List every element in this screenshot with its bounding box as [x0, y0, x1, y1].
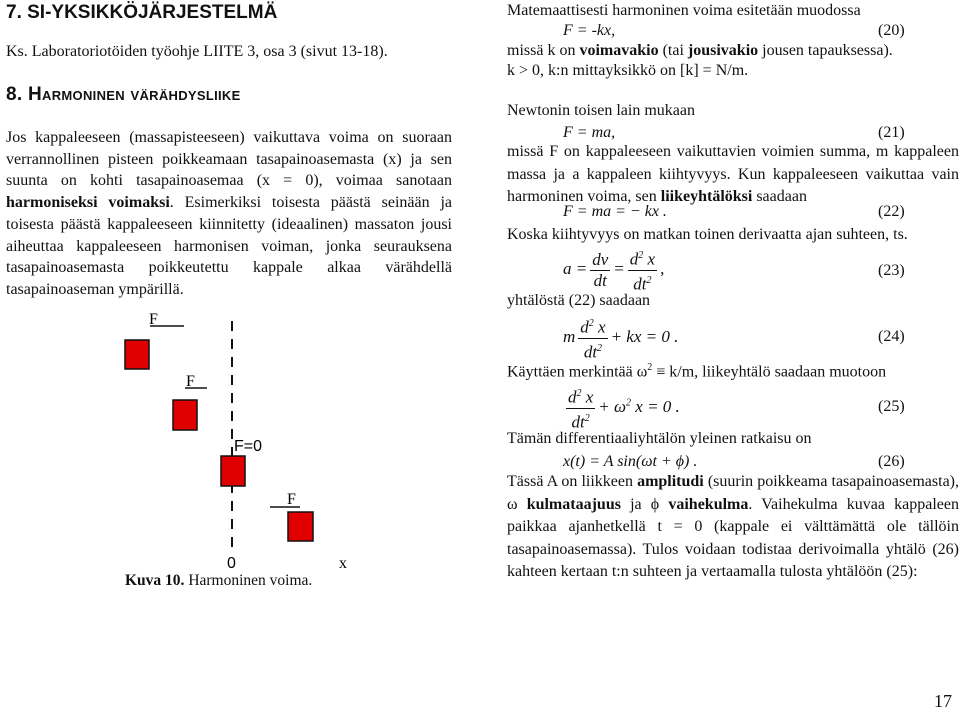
section-heading-harmonic: 8. Harmoninen värähdysliike: [6, 84, 241, 105]
right-p1: Matemaattisesti harmoninen voima esitetään muodossa: [507, 2, 861, 19]
left-paragraph: Jos kappaleeseen (massapisteeseen) vaikuttava voima on suoraan verrannollinen pisteen poikkeamaan tasapainoasemasta (x) ja sen suunta on kohti tasapainoasemaa (x = 0), voimaa sanotaan harmoniseksi voimaksi. Esimerkiksi toisesta päästä seinään ja toisesta päästä kappaleeseen kiinnitetty (ideaalinen) massaton jousi aiheuttaa kappaleeseen harmonisen voiman, jonka seurauksena tasapainoasemasta poikkeutettu kappale alkaa värähdellä tasapainoaseman ympärillä.: [6, 129, 452, 298]
equation-25-number: (25): [878, 398, 905, 415]
force-label-4: F: [287, 491, 296, 508]
right-p6: Koska kiihtyvyys on matkan toinen derivaatta ajan suhteen, ts.: [507, 226, 908, 243]
equation-24-number: (24): [878, 328, 905, 345]
right-p10: Tässä A on liikkeen amplitudi (suurin poikkeama tasapainoasemasta), ω kulmataajuus ja ϕ vaihekulma. Vaihekulma kuvaa kappaleen paikkaa ajanhetkellä t = 0 (kappale ei välttämättä ole tällöin tasapainoasemassa). Tulos voidaan todistaa derivoimalla yhtälö (26) kahteen kertaan t:n suhteen ja vertaamalla tulosta yhtälöön (25):: [507, 473, 960, 581]
right-p3: k > 0, k:n mittayksikkö on [k] = N/m.: [507, 62, 749, 79]
page-number: 17: [934, 691, 952, 711]
figure-caption: Kuva 10. Harmoninen voima.: [125, 572, 313, 589]
equation-20: F = -kx,: [563, 22, 616, 39]
right-p2: missä k on voimavakio (tai jousivakio jousen tapauksessa).: [507, 42, 893, 59]
figure-svg: [120, 306, 360, 586]
right-p7: yhtälöstä (22) saadaan: [507, 292, 651, 309]
equation-24: m $\frac{d^2 x}{dt^2}$ + kx = 0 .: [563, 314, 678, 362]
reference-line: Ks. Laboratoriotöiden työohje LIITE 3, osa 3 (sivut 13-18).: [6, 43, 388, 60]
force-label-2: F: [186, 373, 195, 390]
equation-25: $\frac{d^2 x}{dt^2}$ + $\omega^2$ x = 0 .: [563, 384, 680, 432]
block-2: [173, 400, 197, 430]
force-label-1: F: [149, 311, 158, 328]
origin-label: 0: [227, 555, 236, 572]
force-label-3: F=0: [234, 438, 263, 455]
block-3: [221, 456, 245, 486]
section-heading-si: 7. SI-YKSIKKÖJÄRJESTELMÄ: [6, 2, 278, 23]
block-1: [125, 340, 149, 369]
figure-harmonic-force: [120, 306, 360, 586]
equation-26: x(t) = A sin(ωt + ϕ) .: [563, 453, 698, 470]
right-p8: Käyttäen merkintää $\omega^2 \equiv k/m$, liikeyhtälö saadaan muotoon: [507, 362, 887, 381]
equation-23-number: (23): [878, 262, 905, 279]
equation-20-number: (20): [878, 22, 905, 39]
equation-21: F = ma,: [563, 124, 616, 141]
equation-23: a = $\frac{dv}{dt}$ = $\frac{d^2 x}{dt^2}$ ,: [563, 246, 664, 294]
equation-21-number: (21): [878, 124, 905, 141]
equation-22: F = ma = − kx .: [563, 203, 667, 220]
right-p5: missä F on kappaleeseen vaikuttavien voimien summa, m kappaleen massa ja a kappaleen kiihtyvyys. Kun kappaleeseen vaikuttaa vain harmoninen voima, sen liikeyhtälöksi saadaan: [507, 143, 959, 206]
block-4: [288, 512, 313, 541]
right-p9: Tämän differentiaaliyhtälön yleinen ratkaisu on: [507, 430, 812, 447]
equation-22-number: (22): [878, 203, 905, 220]
equation-26-number: (26): [878, 453, 905, 470]
right-p4: Newtonin toisen lain mukaan: [507, 102, 695, 119]
axis-label-x: x: [339, 555, 347, 572]
term-harmonic-force: harmoniseksi voimaksi: [6, 194, 170, 212]
